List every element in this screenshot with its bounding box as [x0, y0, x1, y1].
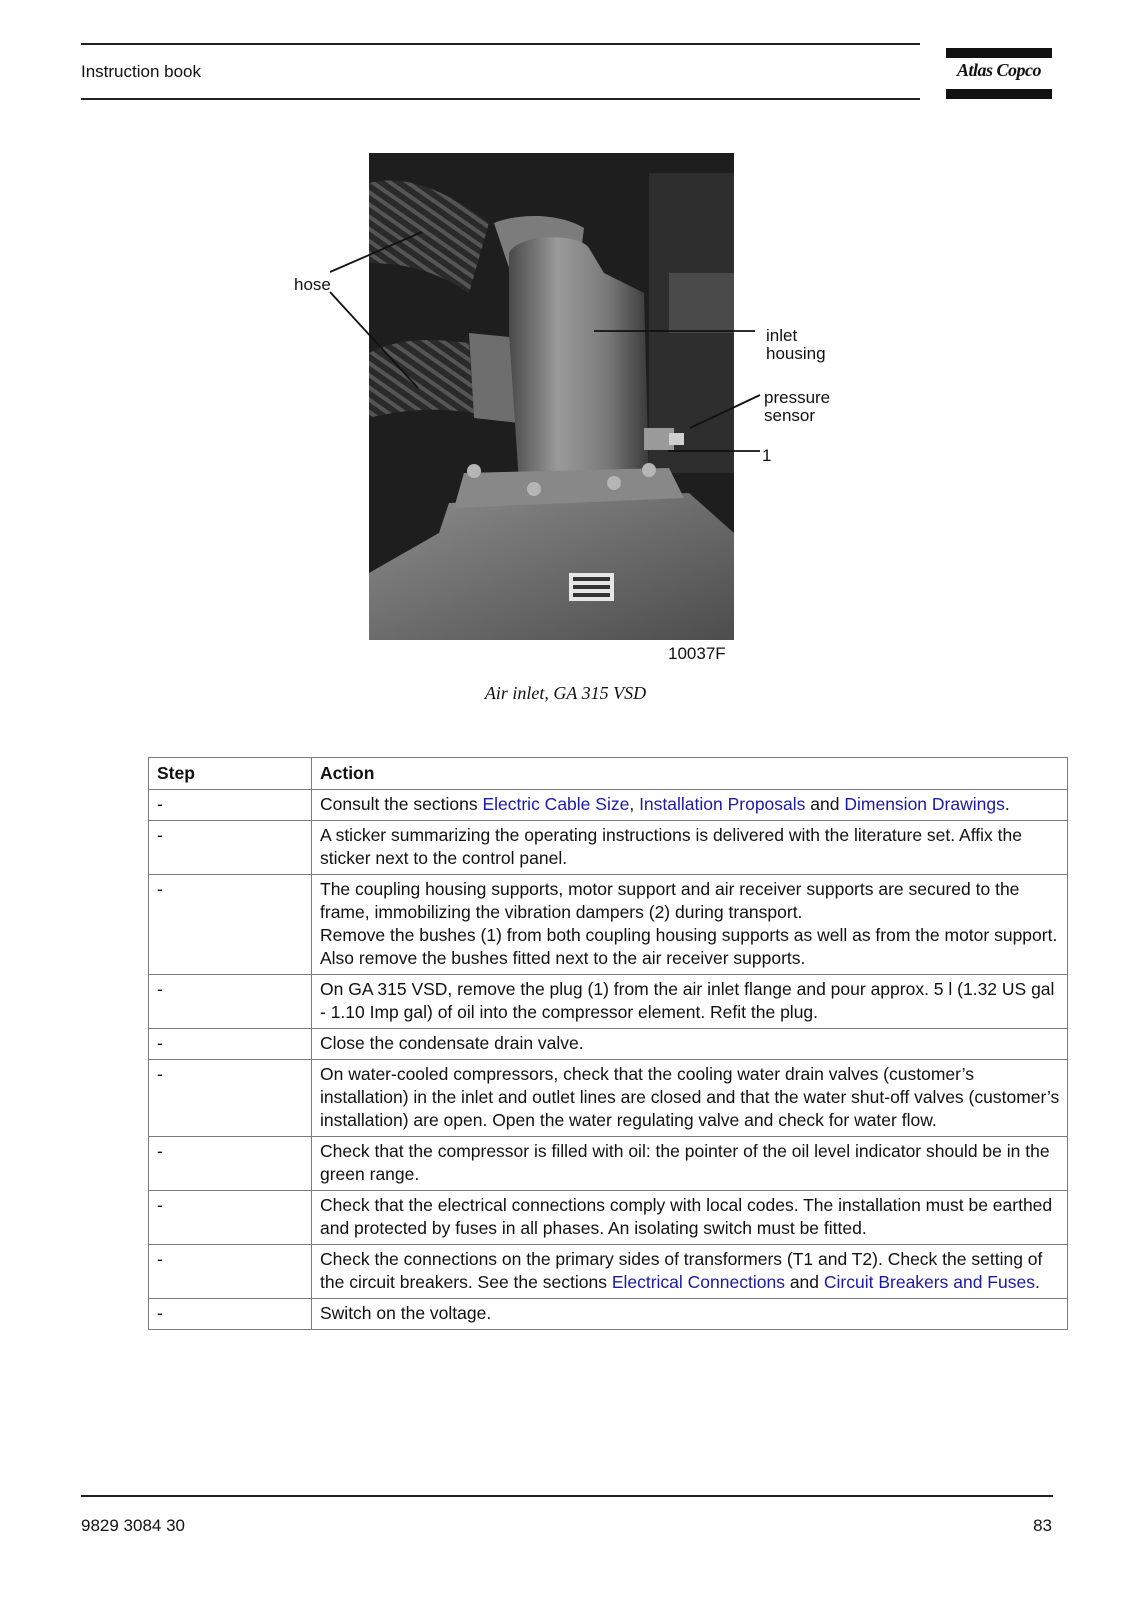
header-top-rule — [81, 43, 920, 45]
action-cell — [312, 1029, 1068, 1060]
table-row — [149, 1245, 1068, 1299]
cross-reference-link[interactable]: Circuit Breakers and Fuses — [823, 1272, 1035, 1292]
cross-reference-link[interactable]: Electric Cable Size — [482, 794, 630, 814]
figure-code: 10037F — [668, 644, 726, 663]
step-cell: - — [149, 790, 312, 821]
label-pressure-sensor-line2: sensor — [764, 406, 816, 425]
cross-reference-link[interactable]: Electrical Connections — [611, 1272, 785, 1292]
table-row — [149, 1137, 1068, 1191]
action-text: A sticker summarizing the operating instructions is delivered with the literature set. Affix the sticker next to the control panel. — [320, 825, 1022, 868]
action-text: On GA 315 VSD, remove the plug (1) from the air inlet flange and pour approx. 5 l (1.32 US gal - 1.10 Imp gal) of oil into the compressor element. Refit the plug. — [320, 979, 1055, 1022]
atlas-copco-logo — [946, 48, 1052, 100]
label-inlet-housing-line1: inlet — [766, 326, 798, 345]
action-cell — [312, 975, 1068, 1029]
table-row — [149, 1029, 1068, 1060]
cross-reference-link[interactable]: Dimension Drawings — [844, 794, 1005, 814]
callout-line-pressure-sensor — [690, 395, 760, 428]
steps-table — [148, 757, 1068, 1330]
label-inlet-housing-line2: housing — [766, 344, 826, 363]
header-bottom-rule — [81, 98, 920, 100]
action-cell — [312, 1245, 1068, 1299]
action-text: and — [805, 794, 845, 814]
action-text: Remove the bushes (1) from both coupling housing supports as well as from the motor support. Also remove the bushes fitted next to the air receiver supports. — [320, 925, 1058, 968]
action-text: Switch on the voltage. — [320, 1303, 492, 1323]
callout-line-hose-lower — [330, 292, 418, 388]
action-cell — [312, 790, 1068, 821]
step-cell: - — [149, 1245, 312, 1299]
action-cell — [312, 1060, 1068, 1137]
action-text: Check that the electrical connections comply with local codes. The installation must be earthed and protected by fuses in all phases. An isolating switch must be fitted. — [320, 1195, 1053, 1238]
logo-bottom-bar — [946, 89, 1052, 99]
step-cell: - — [149, 1029, 312, 1060]
action-text: On water-cooled compressors, check that the cooling water drain valves (customer’s installation) in the inlet and outlet lines are closed and that the water shut-off valves (customer’s installation) are open. Open the water regulating valve and check for water flow. — [320, 1064, 1060, 1130]
table-row — [149, 1060, 1068, 1137]
table-row — [149, 1299, 1068, 1330]
action-cell — [312, 875, 1068, 975]
table-row — [149, 1191, 1068, 1245]
cross-reference-link[interactable]: Installation Proposals — [639, 794, 806, 814]
action-cell — [312, 1299, 1068, 1330]
table-row — [149, 975, 1068, 1029]
action-text: Consult the sections — [320, 794, 483, 814]
action-text: . — [1034, 1272, 1040, 1292]
figure-caption: Air inlet, GA 315 VSD — [484, 683, 647, 703]
step-cell: - — [149, 1137, 312, 1191]
label-pressure-sensor-line1: pressure — [764, 388, 831, 407]
action-text: The coupling housing supports, motor support and air receiver supports are secured to the frame, immobilizing the vibration dampers (2) during transport. — [320, 879, 1020, 922]
header-step: Step — [149, 758, 312, 790]
label-hose: hose — [294, 275, 331, 294]
logo-text: Atlas Copco — [956, 60, 1041, 80]
step-cell: - — [149, 821, 312, 875]
header-action: Action — [312, 758, 1068, 790]
action-text: Check the connections on the primary sides of transformers (T1 and T2). Check the setting of the circuit breakers. See the sections — [320, 1249, 1043, 1292]
action-text: . — [1004, 794, 1010, 814]
footer-rule — [81, 1495, 1053, 1497]
action-cell — [312, 821, 1068, 875]
header-title: Instruction book — [81, 62, 202, 81]
action-text: Check that the compressor is filled with oil: the pointer of the oil level indicator should be in the green range. — [320, 1141, 1050, 1184]
step-cell: - — [149, 975, 312, 1029]
step-cell: - — [149, 1299, 312, 1330]
step-cell: - — [149, 1191, 312, 1245]
step-cell: - — [149, 875, 312, 975]
logo-top-bar — [946, 48, 1052, 58]
label-callout-1: 1 — [762, 446, 772, 465]
table-row — [149, 821, 1068, 875]
callout-line-hose-upper — [330, 232, 422, 272]
table-body — [149, 790, 1068, 1330]
action-cell — [312, 1137, 1068, 1191]
action-text: , — [629, 794, 640, 814]
table-header-row — [149, 758, 1068, 790]
table-row — [149, 875, 1068, 975]
footer-page-number: 83 — [1033, 1516, 1052, 1535]
step-cell: - — [149, 1060, 312, 1137]
footer-document-number: 9829 3084 30 — [81, 1516, 185, 1535]
action-text: Close the condensate drain valve. — [320, 1033, 584, 1053]
table-row — [149, 790, 1068, 821]
action-text: and — [784, 1272, 824, 1292]
action-cell — [312, 1191, 1068, 1245]
